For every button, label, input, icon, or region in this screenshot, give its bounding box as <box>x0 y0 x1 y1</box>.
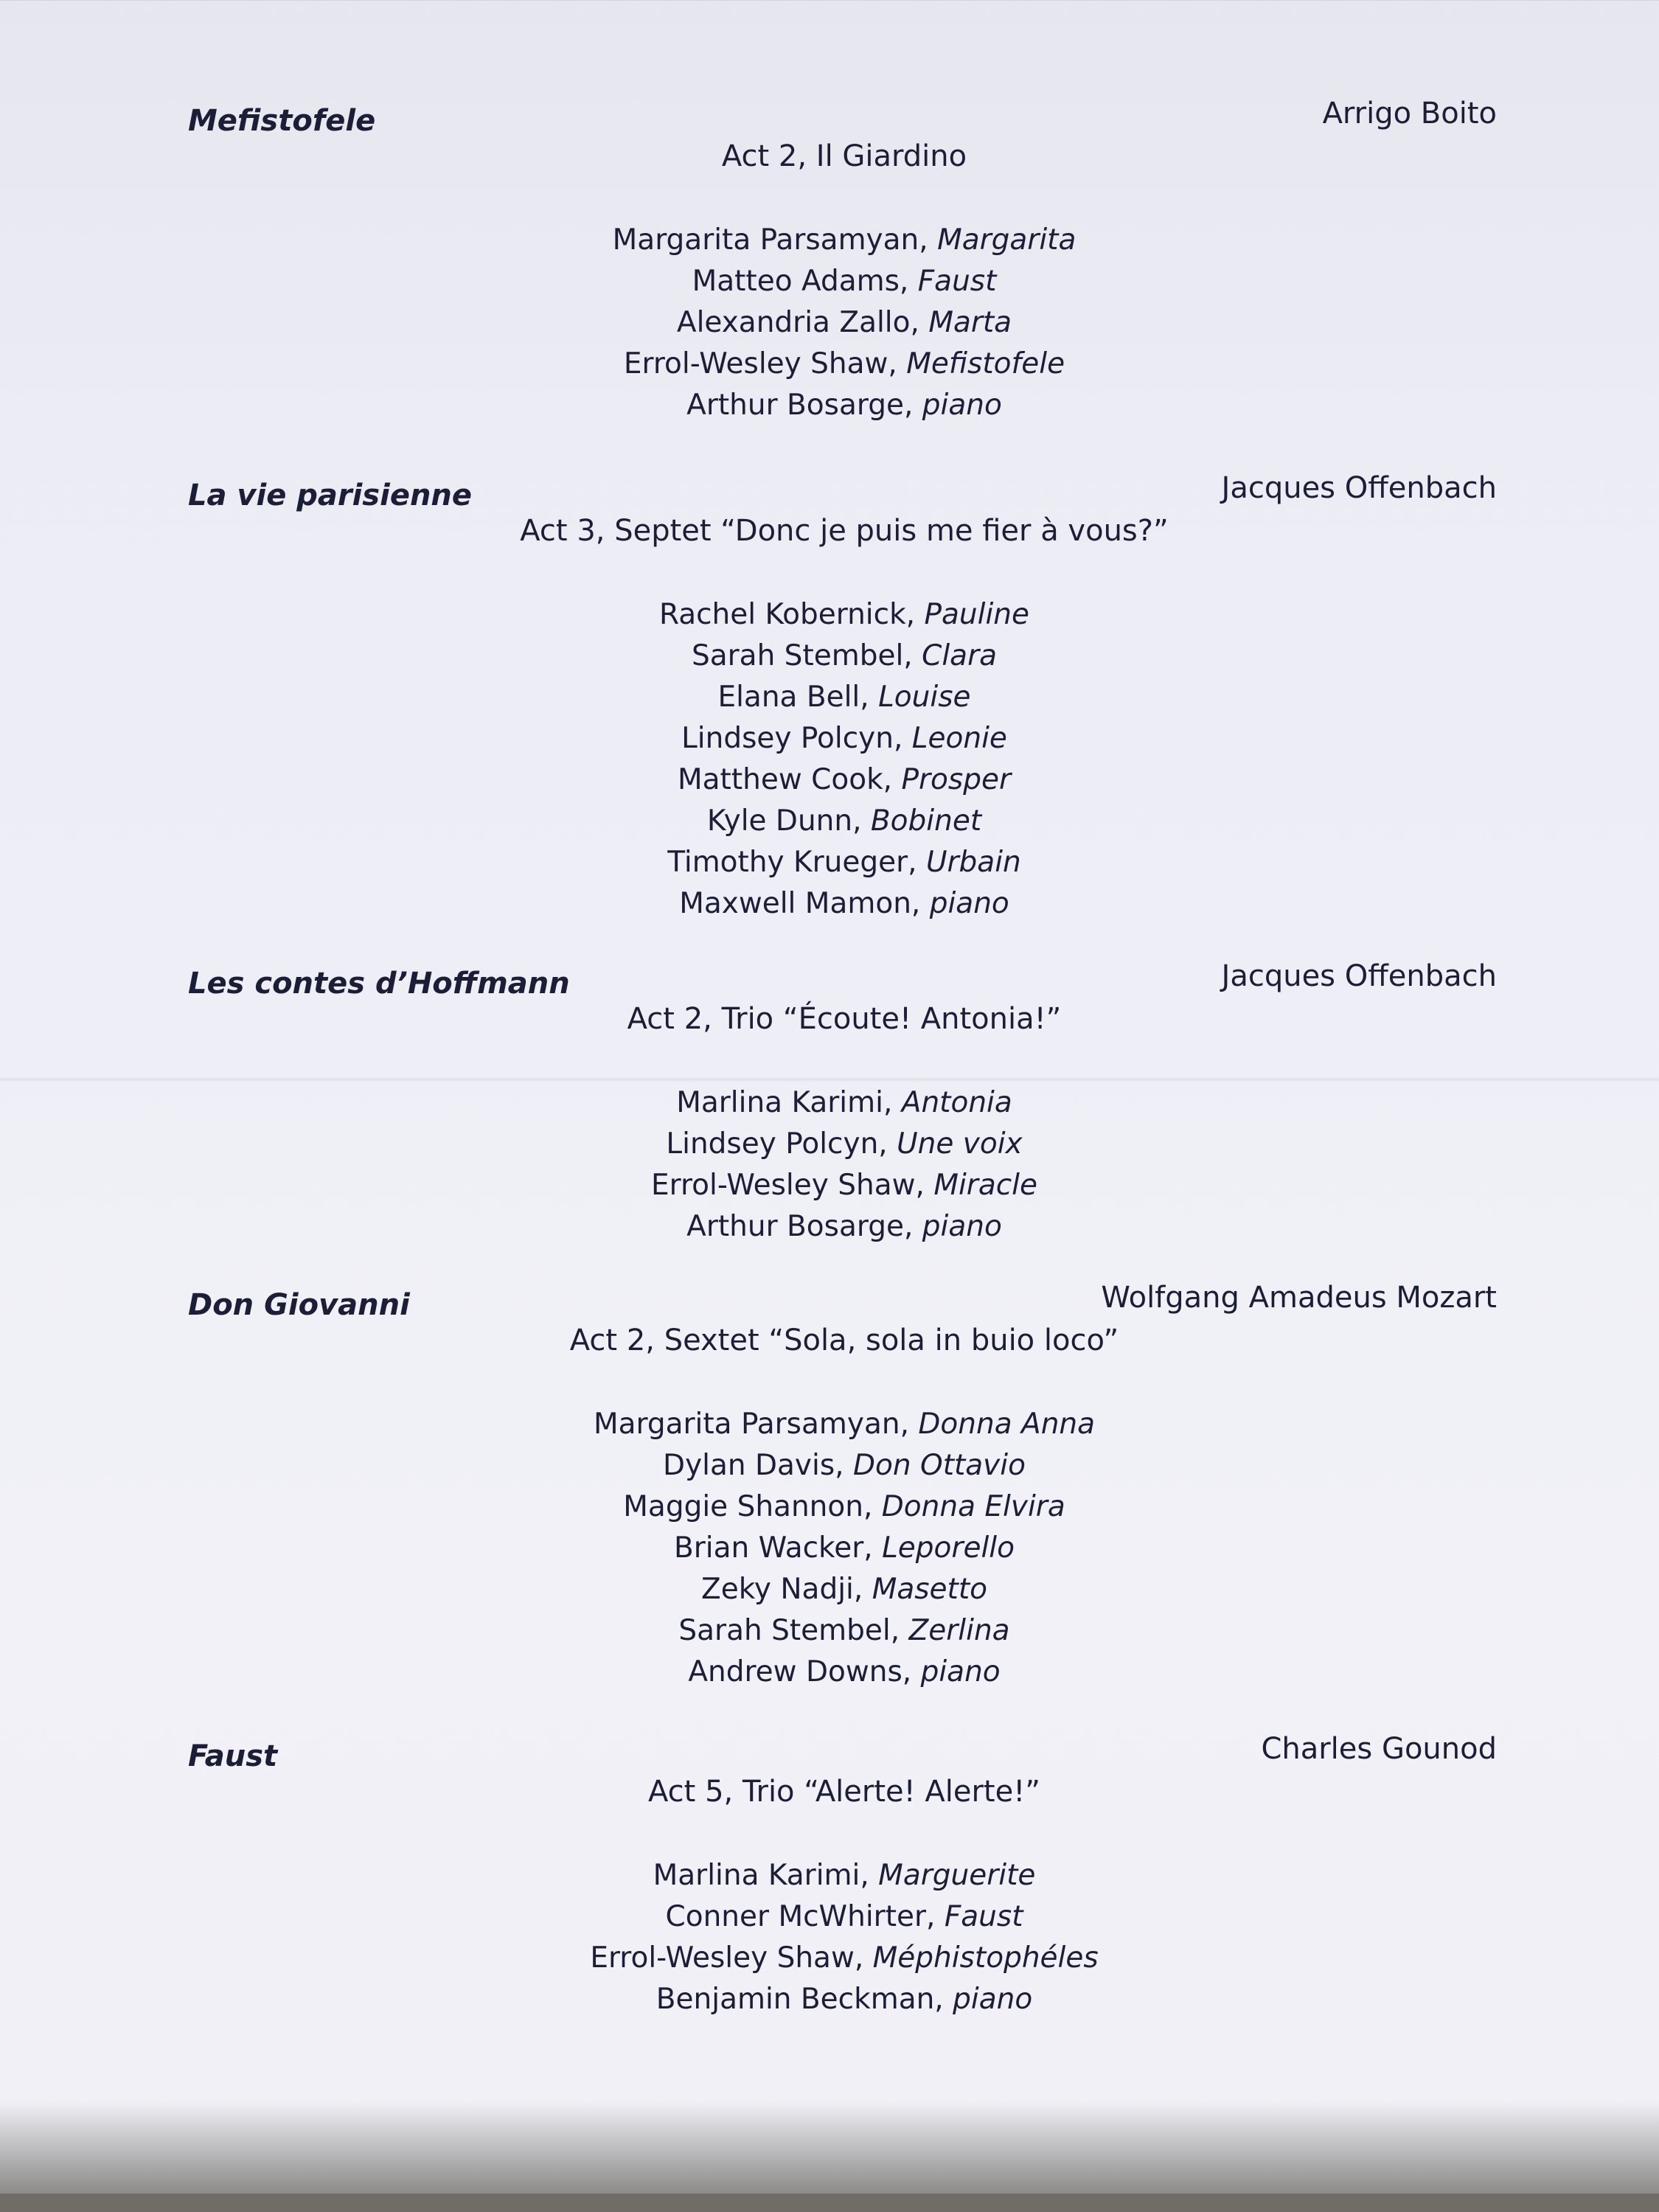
performer-name: Conner McWhirter, <box>665 1900 936 1933</box>
role-name: Miracle <box>933 1169 1038 1202</box>
cast-member <box>0 1206 1659 1248</box>
performer-name: Brian Wacker, <box>674 1531 873 1565</box>
cast-member <box>0 302 1659 344</box>
performer-name: Elana Bell, <box>717 681 869 714</box>
role-name: Antonia <box>901 1086 1012 1119</box>
opera-title: Mefistofele <box>188 104 376 138</box>
cast-member <box>0 1528 1659 1569</box>
performer-name: Marlina Karimi, <box>653 1859 869 1892</box>
performer-name: Andrew Downs, <box>688 1655 912 1688</box>
role-name: Don Ottavio <box>852 1449 1026 1482</box>
performer-name: Timothy Krueger, <box>667 846 917 879</box>
performer-name: Marlina Karimi, <box>676 1086 893 1119</box>
performer-name: Margarita Parsamyan, <box>593 1408 909 1441</box>
cast-member <box>0 344 1659 385</box>
opera-title: La vie parisienne <box>188 479 473 512</box>
cast-member <box>0 1082 1659 1124</box>
cast-list <box>0 1855 1659 2020</box>
cast-member <box>0 1979 1659 2020</box>
performer-name: Zeky Nadji, <box>701 1573 863 1606</box>
cast-member <box>0 1896 1659 1938</box>
performer-name: Arthur Bosarge, <box>686 1210 914 1243</box>
role-name: Zerlina <box>908 1614 1010 1647</box>
role-name: Leonie <box>911 722 1007 755</box>
excerpt-line: Act 2, Trio “Écoute! Antonia!” <box>627 1002 1062 1036</box>
performer-name: Errol-Wesley Shaw, <box>623 347 897 380</box>
cast-member <box>0 801 1659 842</box>
cast-member <box>0 718 1659 759</box>
opera-title: Faust <box>188 1739 278 1773</box>
role-name: Leporello <box>882 1531 1015 1565</box>
cast-member <box>0 1855 1659 1896</box>
role-name: Marta <box>928 306 1012 339</box>
opera-title: Don Giovanni <box>188 1288 410 1322</box>
role-name: Faust <box>944 1900 1023 1933</box>
performer-name: Errol-Wesley Shaw, <box>590 1941 864 1975</box>
performer-name: Errol-Wesley Shaw, <box>650 1169 925 1202</box>
cast-member <box>0 261 1659 302</box>
role-name: Marguerite <box>878 1859 1036 1892</box>
composer-name: Wolfgang Amadeus Mozart <box>1101 1281 1497 1315</box>
performer-name: Alexandria Zallo, <box>676 306 919 339</box>
cast-member <box>0 1165 1659 1206</box>
role-name: Une voix <box>897 1127 1023 1161</box>
role-name: Mefistofele <box>906 347 1065 380</box>
cast-member <box>0 385 1659 426</box>
role-name: Faust <box>917 265 997 298</box>
performer-name: Benjamin Beckman, <box>655 1983 944 2016</box>
performer-name: Maggie Shannon, <box>623 1490 873 1523</box>
cast-list <box>0 1404 1659 1693</box>
role-name: piano <box>922 389 1002 422</box>
cast-member <box>0 1569 1659 1610</box>
role-name: piano <box>920 1655 1001 1688</box>
role-name: Pauline <box>924 598 1030 631</box>
role-name: Margarita <box>937 223 1077 257</box>
performer-name: Dylan Davis, <box>663 1449 844 1482</box>
performer-name: Lindsey Polcyn, <box>681 722 903 755</box>
excerpt-line: Act 3, Septet “Donc je puis me fier à vous?” <box>520 514 1169 548</box>
performer-name: Lindsey Polcyn, <box>666 1127 888 1161</box>
cast-member <box>0 1445 1659 1486</box>
performer-name: Sarah Stembel, <box>678 1614 900 1647</box>
role-name: piano <box>953 1983 1033 2016</box>
role-name: piano <box>929 887 1009 920</box>
cast-member <box>0 759 1659 801</box>
role-name: Donna Elvira <box>881 1490 1065 1523</box>
role-name: Bobinet <box>870 804 982 838</box>
performer-name: Rachel Kobernick, <box>658 598 916 631</box>
cast-list <box>0 594 1659 925</box>
role-name: Donna Anna <box>918 1408 1096 1441</box>
composer-name: Charles Gounod <box>1261 1732 1497 1766</box>
performer-name: Maxwell Mamon, <box>679 887 921 920</box>
excerpt-line: Act 2, Il Giardino <box>721 139 967 173</box>
performer-name: Kyle Dunn, <box>706 804 862 838</box>
cast-member <box>0 842 1659 883</box>
performer-name: Sarah Stembel, <box>691 639 913 672</box>
cast-member <box>0 1486 1659 1528</box>
role-name: Urbain <box>925 846 1021 879</box>
cast-member <box>0 220 1659 261</box>
performer-name: Margarita Parsamyan, <box>612 223 928 257</box>
role-name: Méphistophéles <box>872 1941 1099 1975</box>
cast-member <box>0 1938 1659 1979</box>
role-name: Masetto <box>872 1573 987 1606</box>
opera-title: Les contes d’Hoffmann <box>188 967 570 1001</box>
excerpt-line: Act 5, Trio “Alerte! Alerte!” <box>648 1775 1040 1809</box>
cast-member <box>0 1610 1659 1652</box>
excerpt-line: Act 2, Sextet “Sola, sola in buio loco” <box>569 1324 1119 1357</box>
cast-list <box>0 220 1659 426</box>
cast-member <box>0 1404 1659 1445</box>
performer-name: Matteo Adams, <box>692 265 909 298</box>
floor-edge <box>0 2194 1659 2212</box>
role-name: Prosper <box>901 763 1011 796</box>
cast-member <box>0 594 1659 636</box>
composer-name: Jacques Offenbach <box>1221 959 1497 993</box>
composer-name: Jacques Offenbach <box>1221 471 1497 505</box>
cast-member <box>0 883 1659 925</box>
cast-member <box>0 1124 1659 1165</box>
performer-name: Arthur Bosarge, <box>686 389 914 422</box>
cast-member <box>0 1652 1659 1693</box>
cast-member <box>0 677 1659 718</box>
composer-name: Arrigo Boito <box>1322 97 1497 131</box>
paper-fold-line <box>0 1077 1659 1082</box>
role-name: Clara <box>922 639 998 672</box>
performer-name: Matthew Cook, <box>677 763 893 796</box>
role-name: piano <box>922 1210 1002 1243</box>
cast-list <box>0 1082 1659 1248</box>
role-name: Louise <box>878 681 971 714</box>
cast-member <box>0 636 1659 677</box>
